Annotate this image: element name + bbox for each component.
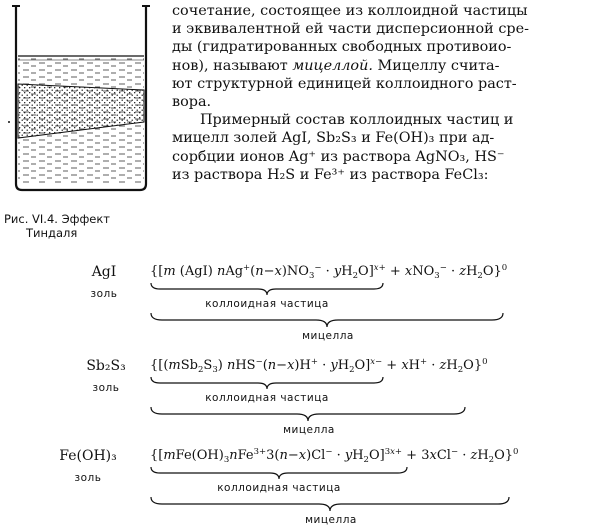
micelle-formula: $\{[(mSb_2S_3) nHS^-(n-x)H^+ \cdot yH_2O]^{x-} + xH^+ \cdot zH_2O\}^0$	[150, 357, 488, 375]
body-text	[172, 2, 586, 184]
text-line-9: сорбции ионов Ag⁺ из раствора AgNO₃, HS⁻	[172, 148, 505, 165]
text-line-7: Примерный состав коллоидных частиц и	[200, 112, 514, 129]
particle-brace	[150, 376, 384, 390]
particle-label: коллоидная частица	[205, 298, 329, 310]
sol-label: золь	[92, 382, 120, 394]
sol-name: AgI	[91, 264, 117, 280]
text-line-1: сочетание, состоящее из коллоидной частицы	[172, 3, 528, 19]
caption-line-2: Тиндаля	[26, 226, 78, 240]
micelle-brace	[150, 496, 512, 512]
micelle-label: мицелла	[302, 330, 354, 342]
particle-brace	[150, 466, 408, 480]
particle-label: коллоидная частица	[217, 482, 341, 494]
text-line-6: вора.	[172, 94, 212, 111]
micelle-label: мицелла	[283, 424, 335, 436]
micelle-formula: {[m (AgI) $nAg^+(n-x)NO_3^- \cdot yH_2O]^{x+} + xNO_3^- \cdot zH_2O\}^0$	[150, 263, 508, 281]
particle-brace	[150, 282, 384, 296]
micelle-label: мицелла	[305, 514, 357, 526]
tyndall-effect-figure	[6, 4, 156, 194]
text-line-4: нов), называют мицеллой. Мицеллу счита-	[172, 57, 500, 74]
sol-name: Fe(OH)₃	[59, 448, 117, 464]
sol-name: Sb₂S₃	[86, 358, 126, 374]
text-line-5: ют структурной единицей коллоидного раст-	[172, 75, 517, 92]
term-micelle: мицеллой.	[292, 57, 373, 74]
micelle-brace	[150, 406, 468, 422]
micelle-formula: $\{[mFe(OH)_3nFe^{3+}3(n-x)Cl^- \cdot yH_2O]^{3x+} + 3xCl^- \cdot zH_2O\}^0$	[150, 447, 519, 465]
text-line-8: мицелл золей AgI, Sb₂S₃ и Fe(OH)₃ при ад-	[172, 130, 495, 147]
text-line-3: ды (гидратированных свободных противоио-	[172, 39, 512, 56]
sol-label: золь	[90, 288, 118, 300]
text-line-2: и эквивалентной ей части дисперсионной сре-	[172, 21, 529, 38]
figure-caption	[4, 212, 174, 240]
sol-label: золь	[74, 472, 102, 484]
caption-line-1: Рис. VI.4. Эффект	[4, 212, 110, 226]
particle-label: коллоидная частица	[205, 392, 329, 404]
text-line-10: из раствора H₂S и Fe³⁺ из раствора FeCl₃:	[172, 166, 489, 183]
micelle-brace	[150, 312, 506, 328]
